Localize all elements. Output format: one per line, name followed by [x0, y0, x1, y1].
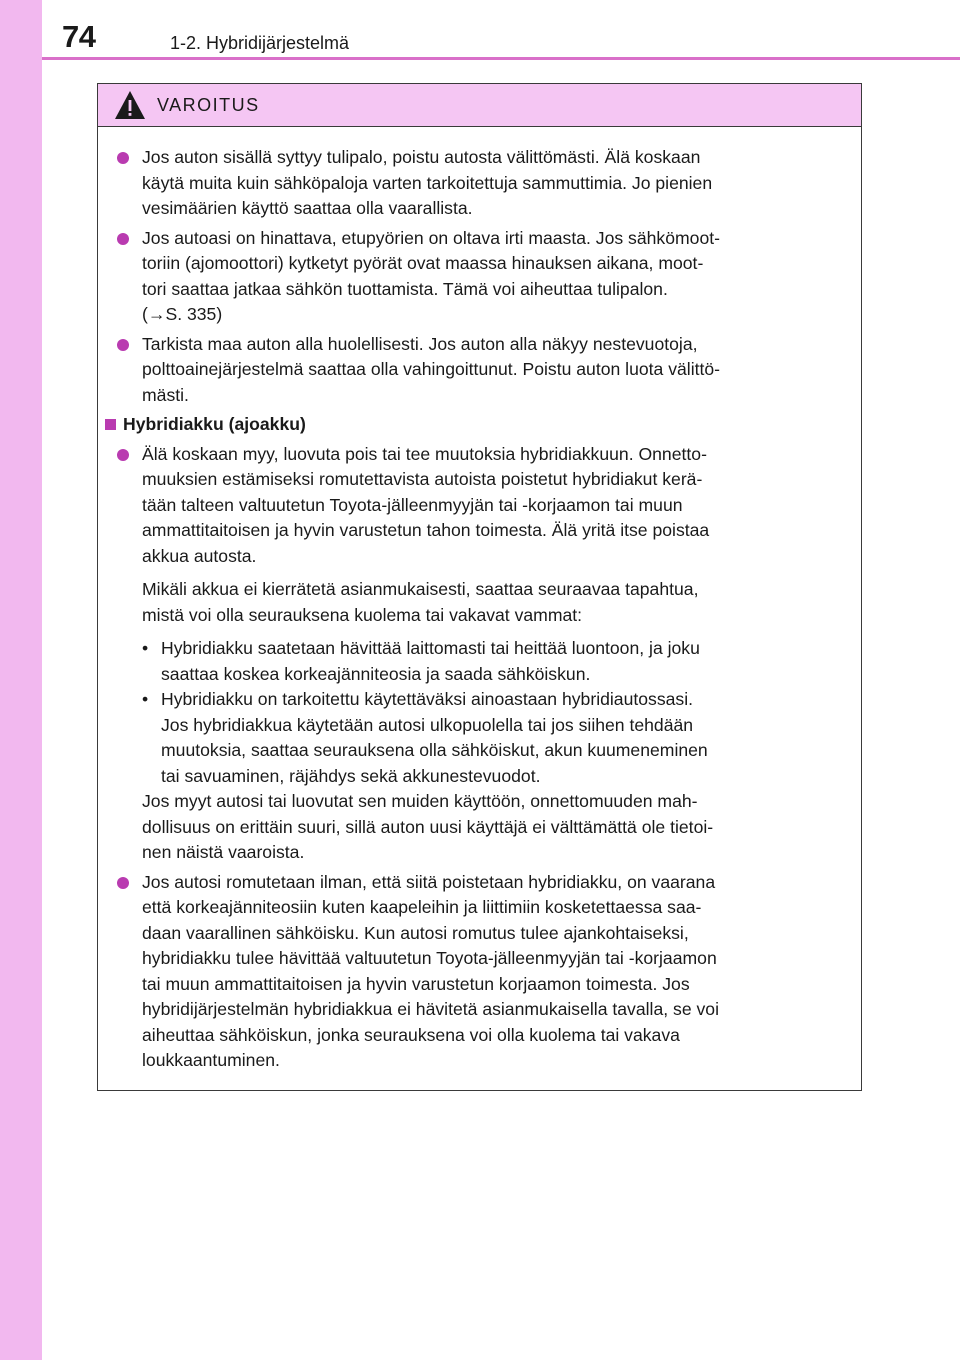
- text-line: mistä voi olla seurauksena kuolema tai vakavat vammat:: [142, 604, 583, 625]
- text-line: muutoksia, saattaa seurauksena olla sähköiskut, akun kuumeneminen: [161, 740, 708, 760]
- text-line: hybridiakku tulee hävittää valtuutetun Toyota-jälleenmyyjän tai -korjaamon: [142, 948, 717, 968]
- text-line: Älä koskaan myy, luovuta pois tai tee muutoksia hybridiakkuun. Onnetto-: [142, 443, 707, 464]
- text-line: tori saattaa jatkaa sähkön tuottamista. Tämä voi aiheuttaa tulipalon.: [142, 278, 668, 299]
- text-line: nen näistä vaaroista.: [142, 842, 305, 862]
- text-line: tai muun ammattitaitoisen ja hyvin varustetun korjaamon toimesta. Jos: [142, 973, 690, 994]
- bullet-dot-icon: [117, 233, 129, 245]
- text-line: Mikäli akkua ei kierrätetä asianmukaisesti, saattaa seuraavaa tapahtua,: [142, 579, 699, 599]
- warning-bullet-fire: [104, 145, 853, 222]
- text-line: Jos autoasi on hinattava, etupyörien on oltava irti maasta. Jos sähkömoot-: [142, 227, 720, 248]
- text-line: hybridijärjestelmän hybridiakkua ei hävitetä asianmukaisella tavalla, se voi: [142, 999, 719, 1019]
- subheading-hybrid-battery: [104, 412, 853, 438]
- text-line: tään talteen valtuutetun Toyota-jälleenmyyjän tai -korjaamon tai muun: [142, 494, 683, 515]
- consequence-intro: [142, 577, 837, 628]
- text-line: muuksien estämiseksi romutettavista autoista poistetut hybridiakut kerä-: [142, 469, 703, 489]
- bullet-dot-icon: [117, 152, 129, 164]
- consequence-item-usage: [142, 687, 837, 789]
- text-line: daan vaarallinen sähköisku. Kun autosi romutus tulee ajankohtaiseksi,: [142, 922, 689, 943]
- bullet-dot-icon: [117, 449, 129, 461]
- warning-triangle-icon: [114, 90, 146, 120]
- text-line: saattaa koskea korkeajänniteosia ja saada sähköiskun.: [161, 663, 591, 684]
- text-line: käytä muita kuin sähköpaloja varten tarkoitettuja sammuttimia. Jo pienien: [142, 172, 713, 193]
- text-line: Tarkista maa auton alla huolellisesti. Jos auton alla näkyy nestevuotoja,: [142, 333, 698, 354]
- text-line: polttoainejärjestelmä saattaa olla vahingoittunut. Poistu auton luota välittö-: [142, 359, 721, 379]
- subheading-text: Hybridiakku (ajoakku): [123, 414, 306, 434]
- text-line: aiheuttaa sähköiskun, jonka seurauksena voi olla kuolema tai vakava: [142, 1024, 680, 1045]
- warning-body: [98, 127, 861, 1074]
- warning-header: [98, 84, 861, 127]
- consequence-block: [104, 577, 853, 866]
- side-tab-band: [0, 0, 42, 1360]
- dot-bullet-icon: •: [142, 638, 149, 658]
- warning-title: VAROITUS: [157, 95, 260, 115]
- consequence-closing: [142, 789, 837, 866]
- warning-bullet-leaks: [104, 332, 853, 409]
- dot-bullet-icon: •: [142, 689, 149, 709]
- text-line: tai savuaminen, räjähdys sekä akkunestevuodot.: [161, 765, 541, 786]
- bullet-dot-icon: [117, 339, 129, 351]
- page-reference: (→S. 335): [142, 304, 223, 324]
- text-line: Hybridiakku on tarkoitettu käytettäväksi ainoastaan hybridiautossasi.: [161, 689, 694, 709]
- square-bullet-icon: [105, 419, 116, 430]
- page-number: 74: [62, 19, 96, 54]
- consequence-item-disposal: [142, 636, 837, 687]
- warning-bullet-scrapping: [104, 870, 853, 1074]
- warning-box: [97, 83, 862, 1091]
- text-line: Jos myyt autosi tai luovutat sen muiden käyttöön, onnettomuuden mah-: [142, 791, 698, 811]
- text-line: akkua autosta.: [142, 545, 257, 566]
- warning-bullet-towing: [104, 226, 853, 328]
- text-line: Jos autosi romutetaan ilman, että siitä poistetaan hybridiakku, on vaarana: [142, 871, 716, 892]
- text-line: mästi.: [142, 384, 189, 405]
- text-line: että korkeajänniteosiin kuten kaapeleihin ja liittimiin kosketettaessa saa-: [142, 897, 702, 917]
- text-line: Jos hybridiakkua käytetään autosi ulkopuolella tai jos siihen tehdään: [161, 714, 694, 735]
- text-line: Hybridiakku saatetaan hävittää laittomasti tai heittää luontoon, ja joku: [161, 638, 700, 658]
- text-line: toriin (ajomoottori) kytketyt pyörät ovat maassa hinauksen aikana, moot-: [142, 253, 704, 273]
- text-line: Jos auton sisällä syttyy tulipalo, poistu autosta välittömästi. Älä koskaan: [142, 147, 701, 167]
- section-title: 1-2. Hybridijärjestelmä: [170, 33, 350, 53]
- warning-bullet-battery: [104, 442, 853, 570]
- text-line: ammattitaitoisen ja hyvin varustetun tahon toimesta. Älä yritä itse poistaa: [142, 520, 710, 540]
- text-line: vesimäärien käyttö saattaa olla vaarallista.: [142, 198, 473, 218]
- text-line: dollisuus on erittäin suuri, sillä auton uusi käyttäjä ei välttämättä ole tietoi-: [142, 816, 714, 837]
- header-rule: [42, 57, 960, 60]
- text-line: loukkaantuminen.: [142, 1050, 280, 1070]
- bullet-dot-icon: [117, 877, 129, 889]
